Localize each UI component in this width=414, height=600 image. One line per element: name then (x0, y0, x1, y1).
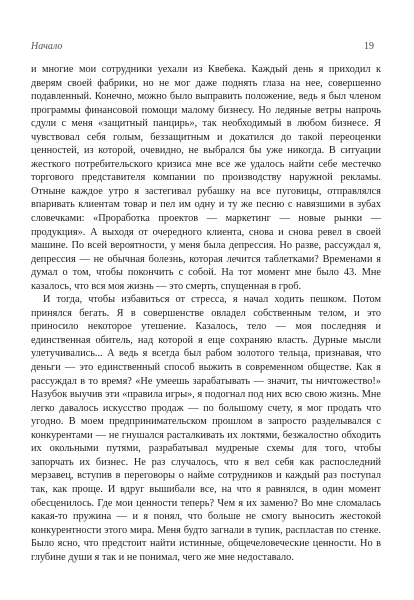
page-number: 19 (364, 41, 374, 52)
body-text (31, 63, 381, 564)
paragraph: И тогда, чтобы избавиться от стресса, я начал ходить пешком. Потом принялся бегать. Я в совершенстве овладел собственным телом, и это приносило некоторое утешение. Казалось, тело — моя последняя и единственная обитель, над которой я еще сохраняю власть. Дурные мысли улетучивались... А ведь я всегда был рабом золотого тельца, признавая, что деньги — это единственный способ выжить в современном обществе. Как я рассуждал в то время? «Не умеешь зарабатывать — значит, ты ничтожество!» Назубок выучив эти «правила игры», я подогнал под них всю свою жизнь. Мне легко давалось искусство продаж — по большому счету, я мог продать что угодно. В моем предпринимательском прошлом в запросто разделывался с конкурентами — не гнушался расталкивать их локтями, безжалостно обходить их окольными путями, разрабатывал мудреные схемы для того, чтобы запорчать их бизнес. Не раз случалось, что я вел себя как распоследний мерзавец, вступив в переговоры о найме сотрудников и каждый раз поступал так, как проще. И вдруг вышибали все, на что я равнялся, в один момент обесценилось. Где мои ценности теперь? Чем я их заменю? Во мне сломалась какая-то пружина — и я понял, что больше не смогу выносить жестокой конкурентности этого мира. Меня будто загнали в тупик, распластав по стенке. Было ясно, что предстоит найти истинные, общечеловеческие ценности. Но в глубине души я так и не понимал, чего же мне недоставало. (31, 294, 381, 563)
paragraph: и многие мои сотрудники уехали из Квебека. Каждый день я приходил к дверям своей фабрики, но не мог даже поднять глаза на нее, совершенно подавленный. Конечно, можно было выправить положение, ведь я был членом программы финансовой помощи малому бизнесу. Но ледяные ветры напрочь сдули с меня «защитный панцирь», так необходимый в любом бизнесе. Я чувствовал себя голым, беззащитным и докатился до такой переоценки ценностей, из которой, очевидно, не выбрался бы уже никогда. В ситуации жесткого потребительского кризиса мне все же удалось найти себе местечко торгового представителя компании по производству наружной рекламы. Отныне каждое утро я застегивал рубашку на все пуговицы, отправлялся впаривать клиентам товар и пел им одну и ту же песню с навязшими в зубах словечками: «Проработка проектов — маркетинг — новые рынки — продукция». А выходя от очередного клиента, снова и снова ревел в своей машине. По всей вероятности, у меня была депрессия. Но разве, рассуждал я, депрессия — не обычная болезнь, которая лечится таблетками? Временами я думал о том, чтобы покончить с собой. На тот момент мне было 43. Мне казалось, что вся моя жизнь — это смерть, спущенная в гроб. (31, 64, 381, 292)
page-header (0, 0, 414, 60)
running-head: Начало (31, 41, 63, 52)
